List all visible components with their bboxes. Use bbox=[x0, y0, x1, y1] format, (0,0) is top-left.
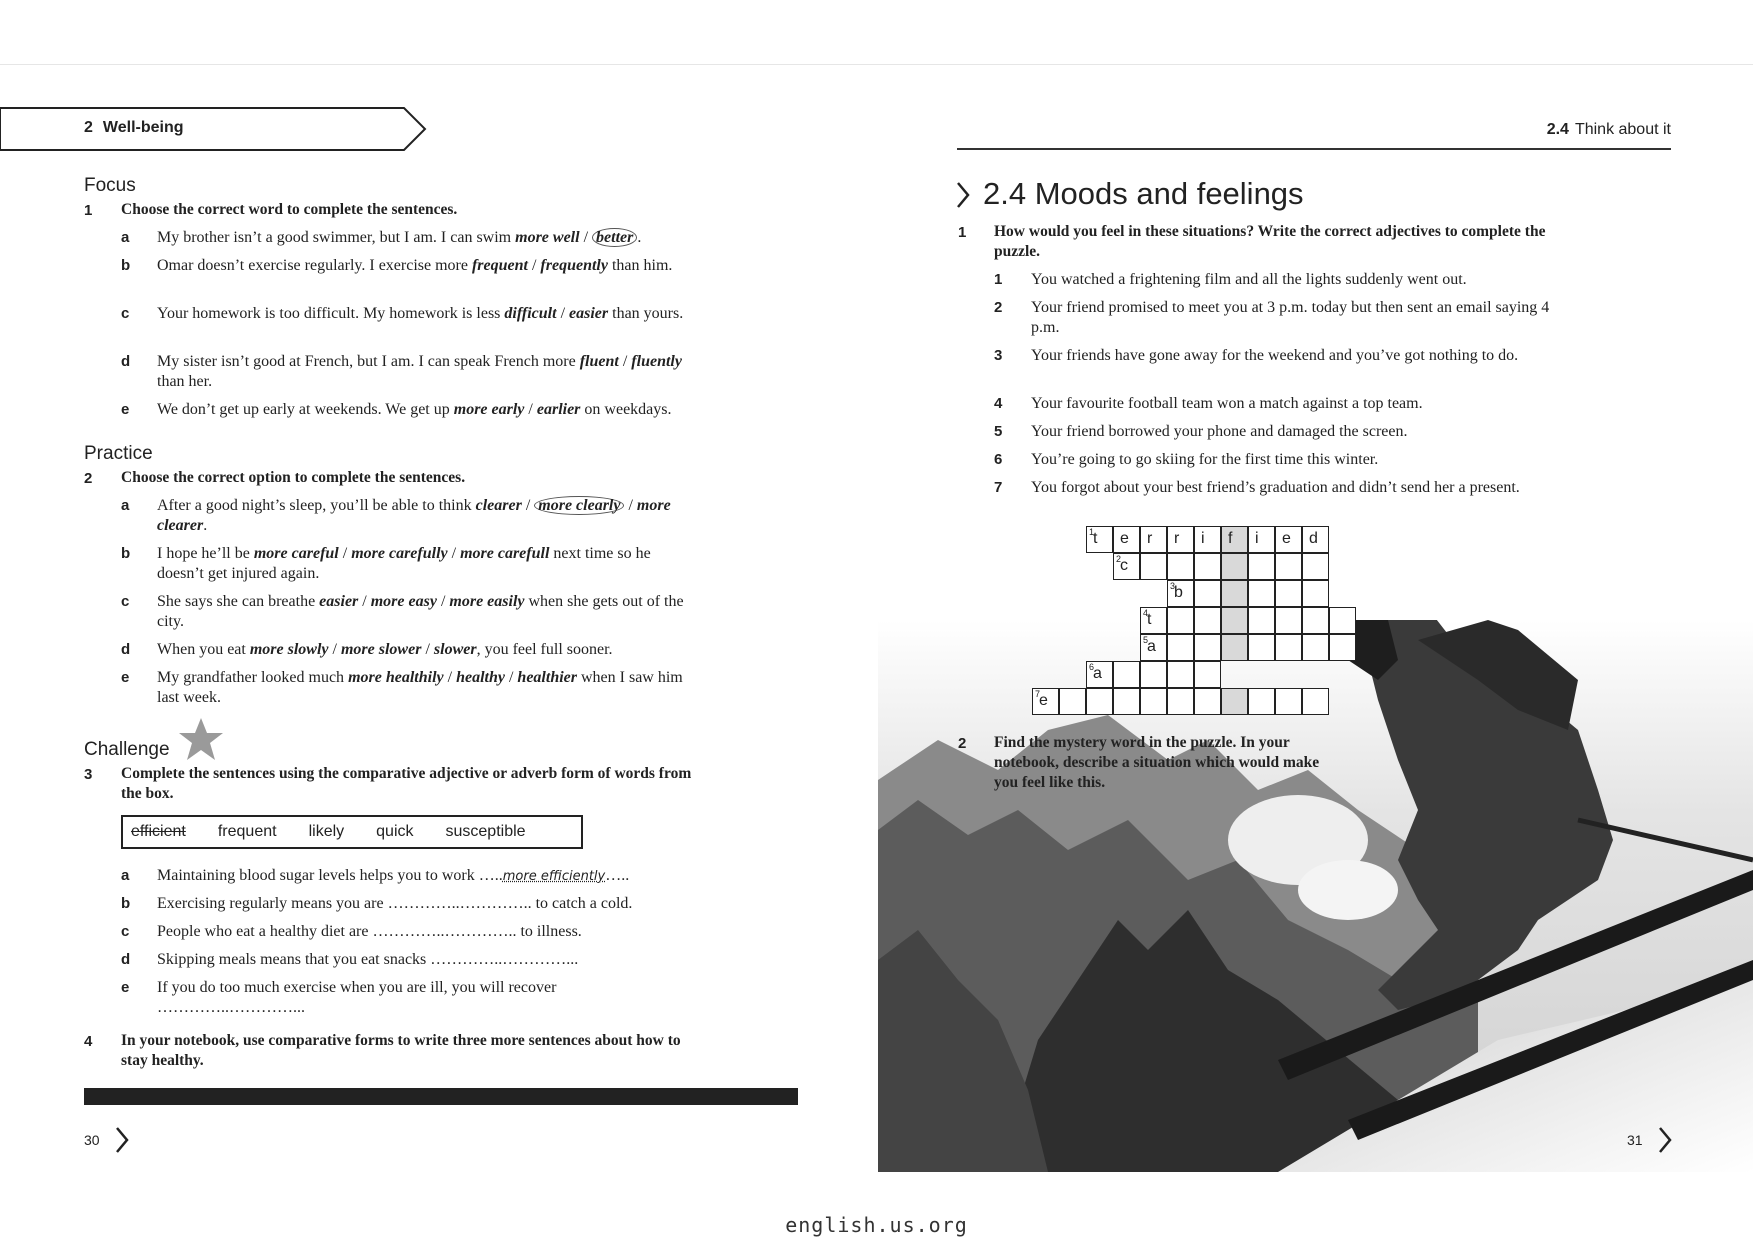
challenge-heading: Challenge bbox=[84, 739, 170, 760]
crossword-cell bbox=[1167, 607, 1194, 634]
crossword-cell bbox=[1302, 526, 1329, 553]
unit-tab-shape bbox=[0, 107, 428, 151]
option-2: frequently bbox=[540, 257, 608, 274]
crossword-cell bbox=[1086, 526, 1113, 553]
option-2: more clearly bbox=[534, 496, 624, 515]
crossword-cell bbox=[1302, 580, 1329, 607]
r-q2-instruction: Find the mystery word in the puzzle. In your notebook, describe a situation which would make you feel like this. bbox=[994, 734, 1320, 791]
option-1: more careful bbox=[253, 545, 339, 562]
site-footer: english.us.org bbox=[785, 1213, 968, 1237]
unit-tab bbox=[84, 119, 184, 137]
crossword-cell bbox=[1140, 607, 1167, 634]
item-text: I hope he’ll be more careful / more carefully / more carefull next time so he doesn’t get injured again. bbox=[157, 545, 651, 582]
crossword-cell bbox=[1059, 688, 1086, 715]
clue-number: 7 bbox=[1035, 689, 1041, 699]
crossword-cell bbox=[1221, 580, 1248, 607]
option-2: earlier bbox=[536, 401, 581, 418]
focus-heading: Focus bbox=[84, 175, 136, 196]
item-letter: d bbox=[121, 641, 131, 658]
option-2: easier bbox=[569, 305, 609, 322]
crossword-cell bbox=[1113, 661, 1140, 688]
crossword-cell bbox=[1275, 688, 1302, 715]
item-text: Your friend promised to meet you at 3 p.m. today but then sent an email saying 4 p.m. bbox=[1031, 299, 1550, 336]
item-number: 4 bbox=[994, 395, 1003, 412]
option-1: fluent bbox=[579, 353, 619, 370]
crossword-cell bbox=[1113, 526, 1140, 553]
crossword-cell bbox=[1221, 688, 1248, 715]
option-1: frequent bbox=[471, 257, 528, 274]
cell-letter: i bbox=[1255, 530, 1259, 547]
crossword-cell bbox=[1140, 526, 1167, 553]
crossword-cell bbox=[1194, 688, 1221, 715]
crossword-cell bbox=[1275, 634, 1302, 661]
option-3: slower bbox=[433, 641, 477, 658]
crossword-cell bbox=[1140, 688, 1167, 715]
crossword-cell bbox=[1167, 580, 1194, 607]
item-letter: b bbox=[121, 257, 131, 274]
section-label: Think about it bbox=[1574, 121, 1671, 138]
clue-number: 4 bbox=[1143, 608, 1149, 618]
item-letter: e bbox=[121, 669, 130, 686]
answer-blank: …………..………….. bbox=[430, 951, 575, 968]
item-text: We don’t get up early at weekends. We get up more early / earlier on weekdays. bbox=[157, 401, 672, 418]
crossword-cell bbox=[1248, 607, 1275, 634]
top-divider bbox=[0, 64, 1753, 65]
crossword-cell bbox=[1275, 580, 1302, 607]
q3-instruction: Complete the sentences using the comparative adjective or adverb form of words from the box. bbox=[121, 765, 692, 802]
word-box-item: susceptible bbox=[445, 823, 526, 840]
cell-letter: b bbox=[1174, 584, 1183, 601]
crossword-cell bbox=[1329, 634, 1356, 661]
item-number: 1 bbox=[994, 271, 1003, 288]
crossword-cell bbox=[1248, 580, 1275, 607]
crossword-cell bbox=[1329, 607, 1356, 634]
crossword-cell bbox=[1194, 634, 1221, 661]
q1-instruction: Choose the correct word to complete the sentences. bbox=[121, 201, 458, 218]
crossword-cell bbox=[1221, 553, 1248, 580]
unit-label: Well-being bbox=[102, 119, 184, 136]
clue-number: 3 bbox=[1170, 581, 1176, 591]
challenge-star-icon bbox=[178, 716, 224, 762]
header-rule bbox=[957, 148, 1671, 150]
r-q1-number: 1 bbox=[958, 224, 967, 241]
option-2: better bbox=[592, 228, 637, 247]
q2-instruction: Choose the correct option to complete the sentences. bbox=[121, 469, 466, 486]
item-letter: c bbox=[121, 593, 130, 610]
r-q1-instruction: How would you feel in these situations? Write the correct adjectives to complete the puzzle. bbox=[994, 223, 1546, 260]
answer-blank: …………..………….. bbox=[387, 895, 532, 912]
crossword-cell bbox=[1302, 634, 1329, 661]
crossword-cell bbox=[1167, 661, 1194, 688]
crossword-cell bbox=[1113, 553, 1140, 580]
crossword-cell bbox=[1248, 634, 1275, 661]
answer-blank: …………..………….. bbox=[157, 999, 301, 1016]
cell-letter: a bbox=[1093, 665, 1102, 682]
crossword-cell bbox=[1113, 688, 1140, 715]
item-letter: d bbox=[121, 353, 131, 370]
item-number: 5 bbox=[994, 423, 1003, 440]
option-1: difficult bbox=[504, 305, 557, 322]
item-text: Omar doesn’t exercise regularly. I exercise more frequent / frequently than him. bbox=[157, 257, 673, 274]
cell-letter: e bbox=[1282, 530, 1291, 547]
crossword-cell bbox=[1248, 553, 1275, 580]
option-3: more easily bbox=[449, 593, 525, 610]
crossword-cell bbox=[1302, 688, 1329, 715]
option-1: more healthily bbox=[348, 669, 444, 686]
item-text: After a good night’s sleep, you’ll be able to think clearer / more clearly / more clearer. bbox=[157, 497, 671, 534]
item-number: 3 bbox=[994, 347, 1003, 364]
option-1: clearer bbox=[475, 497, 522, 514]
item-text: My sister isn’t good at French, but I am. I can speak French more fluent / fluently than her. bbox=[157, 353, 682, 390]
crossword-cell bbox=[1248, 688, 1275, 715]
item-number: 6 bbox=[994, 451, 1003, 468]
item-text: Maintaining blood sugar levels helps you to work …..more efficiently….. bbox=[157, 867, 630, 884]
item-number: 7 bbox=[994, 479, 1003, 496]
crossword-cell bbox=[1275, 607, 1302, 634]
option-1: more slowly bbox=[249, 641, 329, 658]
crossword-cell bbox=[1167, 526, 1194, 553]
q2-number: 2 bbox=[84, 470, 93, 487]
crossword-cell bbox=[1194, 526, 1221, 553]
item-text: Exercising regularly means you are …………..………….. to catch a cold. bbox=[157, 895, 633, 912]
crossword-cell bbox=[1221, 526, 1248, 553]
cell-letter: i bbox=[1201, 530, 1205, 547]
cell-letter: r bbox=[1147, 530, 1153, 547]
handwritten-answer: more efficiently bbox=[502, 869, 606, 884]
crossword-cell bbox=[1167, 553, 1194, 580]
clue-number: 6 bbox=[1089, 662, 1095, 672]
clue-number: 2 bbox=[1116, 554, 1122, 564]
item-number: 2 bbox=[994, 299, 1003, 316]
item-text: People who eat a healthy diet are …………..………….. to illness. bbox=[157, 923, 582, 940]
crossword-cell bbox=[1140, 634, 1167, 661]
item-letter: d bbox=[121, 951, 131, 968]
cell-letter: d bbox=[1309, 530, 1318, 547]
r-q2-number: 2 bbox=[958, 735, 967, 752]
q4-number: 4 bbox=[84, 1033, 93, 1050]
item-letter: a bbox=[121, 229, 130, 246]
section-code: 2.4 bbox=[1546, 121, 1569, 138]
item-letter: e bbox=[121, 979, 130, 996]
word-box-item: likely bbox=[308, 823, 345, 840]
item-text: Skipping meals means that you eat snacks …………..…………... bbox=[157, 951, 579, 968]
crossword-cell bbox=[1275, 553, 1302, 580]
crossword-cell bbox=[1221, 634, 1248, 661]
item-text: You forgot about your best friend’s graduation and didn’t send her a present. bbox=[1031, 479, 1520, 496]
item-text: My grandfather looked much more healthily / healthy / healthier when I saw him last week. bbox=[157, 669, 683, 706]
item-letter: b bbox=[121, 545, 131, 562]
crossword-cell bbox=[1194, 661, 1221, 688]
item-text: Your favourite football team won a match against a top team. bbox=[1031, 395, 1423, 412]
cell-letter: f bbox=[1228, 530, 1233, 547]
crossword-cell bbox=[1194, 553, 1221, 580]
item-text: Your friends have gone away for the weekend and you’ve got nothing to do. bbox=[1031, 347, 1519, 364]
option-2: fluently bbox=[631, 353, 682, 370]
option-1: more well bbox=[515, 229, 580, 246]
item-text: Your friend borrowed your phone and damaged the screen. bbox=[1031, 423, 1408, 440]
crossword-cell bbox=[1167, 688, 1194, 715]
cell-letter: e bbox=[1039, 692, 1048, 709]
q4-instruction: In your notebook, use comparative forms to write three more sentences about how to stay healthy. bbox=[121, 1032, 681, 1069]
item-text: My brother isn’t a good swimmer, but I am. I can swim more well / better . bbox=[157, 229, 642, 246]
q1-number: 1 bbox=[84, 202, 93, 219]
item-text: When you eat more slowly / more slower / slower, you feel full sooner. bbox=[157, 641, 613, 658]
item-letter: a bbox=[121, 867, 130, 884]
crossword-cell bbox=[1167, 634, 1194, 661]
item-text: Your homework is too difficult. My homework is less difficult / easier than yours. bbox=[157, 305, 684, 322]
page-bottom-bar bbox=[84, 1088, 798, 1105]
crossword-cell bbox=[1302, 607, 1329, 634]
unit-number: 2 bbox=[84, 119, 93, 136]
crossword-cell bbox=[1221, 607, 1248, 634]
crossword-cell bbox=[1275, 526, 1302, 553]
cell-letter: a bbox=[1147, 638, 1156, 655]
page-title: 2.4 Moods and feelings bbox=[983, 176, 1304, 211]
clue-number: 5 bbox=[1143, 635, 1149, 645]
item-text: You watched a frightening film and all the lights suddenly went out. bbox=[1031, 271, 1467, 288]
page-number-left: 30 bbox=[84, 1132, 100, 1148]
crossword-cell bbox=[1032, 688, 1059, 715]
cell-letter: t bbox=[1147, 611, 1152, 628]
next-arrow-icon[interactable] bbox=[1657, 1126, 1673, 1154]
item-text: If you do too much exercise when you are ill, you will recover …………..…………... bbox=[157, 979, 557, 1016]
option-2: more carefully bbox=[351, 545, 448, 562]
cell-letter: r bbox=[1174, 530, 1180, 547]
crossword-cell bbox=[1302, 553, 1329, 580]
option-1: easier bbox=[319, 593, 359, 610]
crossword-cell bbox=[1140, 661, 1167, 688]
section-header bbox=[1547, 121, 1671, 139]
next-arrow-icon[interactable] bbox=[114, 1126, 130, 1154]
crossword-cell bbox=[1248, 526, 1275, 553]
word-box bbox=[121, 815, 583, 849]
crossword-cell bbox=[1194, 580, 1221, 607]
crossword-cell bbox=[1086, 688, 1113, 715]
crossword-cell bbox=[1194, 607, 1221, 634]
option-3: more clearer bbox=[157, 497, 671, 534]
answer-blank: …………..………….. bbox=[372, 923, 517, 940]
item-letter: c bbox=[121, 923, 130, 940]
option-2: healthy bbox=[456, 669, 505, 686]
cell-letter: c bbox=[1120, 557, 1128, 574]
cell-letter: t bbox=[1093, 530, 1098, 547]
page-number-right: 31 bbox=[1627, 1132, 1643, 1148]
item-text: She says she can breathe easier / more easy / more easily when she gets out of the city. bbox=[157, 593, 684, 630]
option-2: more easy bbox=[370, 593, 437, 610]
practice-heading: Practice bbox=[84, 443, 153, 464]
item-letter: e bbox=[121, 401, 130, 418]
item-text: You’re going to go skiing for the first time this winter. bbox=[1031, 451, 1379, 468]
word-box-item: quick bbox=[376, 823, 414, 840]
word-box-item: efficient bbox=[131, 823, 186, 840]
option-3: more carefull bbox=[460, 545, 550, 562]
item-letter: a bbox=[121, 497, 130, 514]
option-2: more slower bbox=[340, 641, 422, 658]
item-letter: b bbox=[121, 895, 131, 912]
option-1: more early bbox=[453, 401, 525, 418]
title-chevron-icon bbox=[955, 181, 971, 209]
crossword-cell bbox=[1086, 661, 1113, 688]
q3-number: 3 bbox=[84, 766, 93, 783]
word-box-item: frequent bbox=[217, 823, 277, 840]
clue-number: 1 bbox=[1089, 527, 1095, 537]
cell-letter: e bbox=[1120, 530, 1129, 547]
option-3: healthier bbox=[517, 669, 577, 686]
item-letter: c bbox=[121, 305, 130, 322]
crossword-cell bbox=[1140, 553, 1167, 580]
